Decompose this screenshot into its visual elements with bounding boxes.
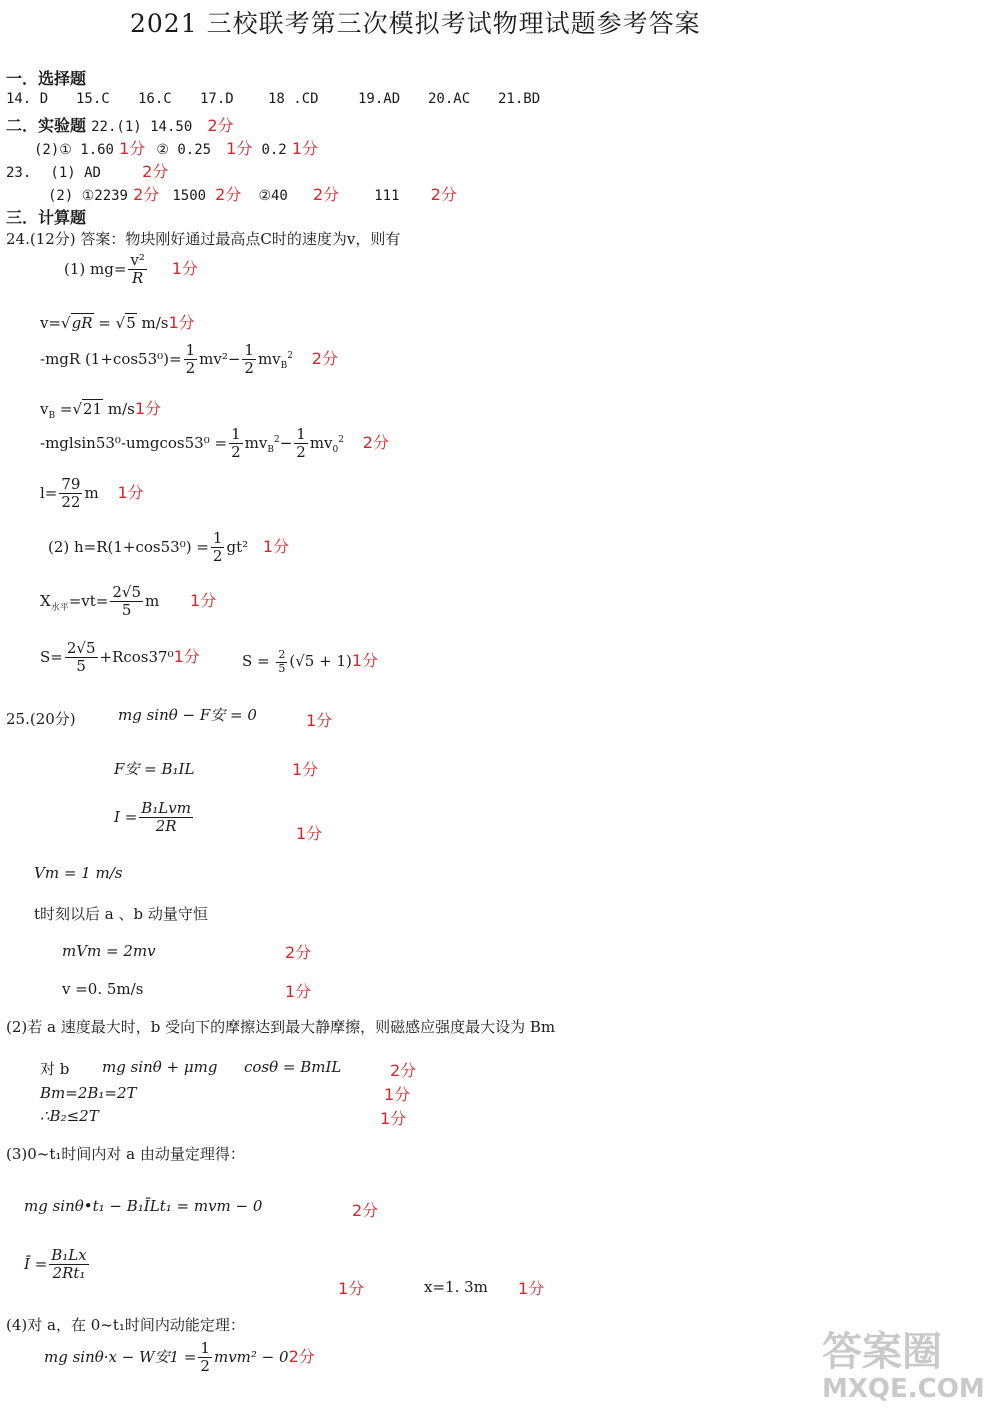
unit-text: m	[145, 591, 160, 610]
fraction-denominator: 5	[76, 657, 86, 676]
score-label: 1分	[285, 982, 312, 1001]
fraction-two-fifths: $\frac{2}{5}$	[278, 647, 286, 675]
score-label: 1分	[292, 760, 319, 779]
q22-answer-2a: (2)① 1.60	[34, 142, 114, 158]
eq-text: S =	[242, 652, 275, 670]
q22-row2	[34, 136, 318, 159]
q25-eq13	[44, 1340, 315, 1376]
score-label: 1分	[380, 1109, 407, 1128]
q22-answer-2c: 0.2	[261, 142, 287, 158]
q23-row2	[48, 182, 457, 205]
choice-answer: 17.D	[200, 91, 234, 107]
fraction-half: $\frac{1}{2}$	[185, 341, 196, 378]
score-label: 1分	[190, 590, 217, 610]
score-label: 1分	[168, 313, 195, 332]
q24-eq6	[40, 476, 144, 512]
eq-text: +Rcos37⁰	[99, 647, 174, 666]
q23-answer-2a: (2) ①2239	[48, 188, 128, 204]
fraction-numerator: 2√5	[66, 639, 96, 657]
choice-answer: 19.AD	[358, 91, 401, 107]
q24-eq1	[64, 252, 198, 288]
score-label: 1分	[226, 139, 253, 158]
fraction-denominator: 22	[61, 493, 81, 512]
q25-eq1: mg sinθ − F安 = 0	[118, 706, 257, 724]
section-choice-heading: 一．选择题	[6, 69, 87, 88]
q25-eq11: mg sinθ•t₁ − B₁ĪLt₁ = mvm − 0	[24, 1197, 263, 1215]
q23-answer-2d: 111	[374, 188, 400, 204]
q25-eq10: ∴B₂≤2T	[40, 1107, 99, 1125]
fraction-half: $\frac{1}{2}$	[244, 341, 254, 378]
eq-text: mvm² − 0	[213, 1347, 289, 1366]
fraction-numerator: 2√5	[112, 583, 141, 601]
eq-text: gt²	[226, 537, 249, 556]
eq-text: (2) h=R(1+cos53⁰) =	[48, 537, 209, 556]
score-label: 1分	[296, 824, 323, 843]
unit-text: m/s	[107, 400, 135, 418]
score-label: 2分	[285, 943, 312, 962]
score-label: 2分	[288, 1346, 315, 1366]
q25-number: 25.(20分)	[6, 710, 76, 728]
fraction-numerator: B₁Lvm	[141, 799, 191, 817]
q25-eq8c: cosθ = BmIL	[244, 1058, 342, 1076]
score-label: 1分	[173, 646, 200, 666]
score-label: 1分	[338, 1279, 365, 1298]
score-label: 1分	[262, 536, 290, 556]
fraction-half: $\frac{1}{2}$	[212, 529, 223, 566]
fraction-numerator: v²	[130, 251, 145, 269]
fraction	[139, 800, 193, 836]
q25-part4: (4)对 a，在 0~t₁时间内动能定理：	[6, 1316, 245, 1334]
q23-answer-2c: ②40	[258, 188, 288, 204]
score-label: 1分	[171, 258, 198, 278]
eq-text: v	[40, 400, 49, 418]
sqrt-radicand: 5	[126, 314, 136, 332]
score-label: 2分	[362, 432, 389, 452]
q22-row1	[6, 113, 234, 136]
q24-eq3: -mgR (1+cos53⁰)= $\frac{1}{2}$ mv²− $\frac{1}{2}$ $mv_B^2$ 2分	[40, 341, 338, 378]
q25-eq4: Vm = 1 m/s	[34, 864, 123, 882]
score-label: 2分	[133, 185, 160, 204]
q22-answer-1: 22.(1) 14.50	[91, 119, 193, 135]
q24-eq7	[48, 530, 289, 566]
score-label: 1分	[119, 139, 146, 158]
q23-answer-2b: 1500	[172, 188, 207, 204]
score-label: 1分	[518, 1279, 545, 1298]
score-label: 1分	[384, 1085, 411, 1104]
q24-eq4: $v_B =√21$ m/s1分	[40, 399, 162, 421]
choice-answer: 18 .CD	[268, 91, 319, 107]
q25-eq12	[24, 1247, 91, 1283]
q25-text-momentum: t时刻以后 a 、b 动量守恒	[34, 905, 208, 923]
unit-text: m/s	[141, 314, 169, 332]
score-label: 2分	[312, 185, 340, 204]
q25-eq3	[114, 800, 195, 836]
score-label: 2分	[430, 185, 457, 204]
sqrt-radicand: 21	[83, 400, 103, 418]
q25-eq8b: mg sinθ + μmg	[102, 1058, 218, 1076]
fraction-numerator: 79	[61, 475, 81, 493]
q24-eq9	[40, 640, 200, 676]
choice-answer: 15.C	[76, 91, 110, 107]
q25-eq7: v =0. 5m/s	[62, 980, 144, 998]
eq-text: -mglsin53⁰-umgcos53⁰ =	[40, 433, 228, 452]
eq-text: l=	[40, 483, 58, 502]
score-label: 1分	[291, 139, 319, 158]
score-label: 1分	[306, 711, 333, 730]
choice-answer: 21.BD	[498, 91, 541, 107]
unit-text: m	[84, 483, 99, 502]
eq-text: mv	[244, 433, 268, 452]
fraction-half: $\frac{1}{2}$	[231, 425, 241, 462]
eq-text: X	[40, 591, 51, 610]
eq-text: mg sinθ·x − W安1 =	[44, 1347, 197, 1366]
choice-answer: 20.AC	[428, 91, 471, 107]
q25-part3: (3)0~t₁时间内对 a 由动量定理得：	[6, 1145, 245, 1163]
eq-text: v=	[40, 314, 62, 332]
eq-text: I =	[114, 807, 138, 826]
fraction-denominator: 2Rt₁	[52, 1264, 86, 1283]
q25-part2: (2)若 a 速度最大时，b 受向下的摩擦达到最大静摩擦，则磁感应强度最大设为 Bm	[6, 1018, 556, 1036]
score-label: 2分	[311, 348, 338, 368]
q23-row1	[6, 159, 168, 182]
fraction-half: $\frac{1}{2}$	[296, 425, 306, 462]
q23-number: 23.	[6, 165, 32, 181]
q24-eq9b	[242, 648, 378, 675]
eq-text: -mgR (1+cos53⁰)=	[40, 349, 182, 368]
eq-text: mv²−	[199, 349, 241, 368]
fraction	[110, 584, 143, 620]
fraction	[49, 1247, 88, 1283]
fraction-denominator: R	[132, 269, 144, 288]
q24-intro: 24.(12分) 答案：物块刚好通过最高点C时的速度为v，则有	[6, 230, 401, 248]
section-experiment-heading: 二．实验题	[6, 116, 87, 135]
choice-answer: 16.C	[138, 91, 172, 107]
sqrt-radicand: gR	[71, 314, 93, 332]
subscript: 水平	[50, 602, 69, 613]
score-label: 2分	[390, 1061, 417, 1080]
page-title: 2021 三校联考第三次模拟考试物理试题参考答案	[130, 9, 701, 38]
q23-answer-1: (1) AD	[50, 165, 101, 181]
eq-text: =vt=	[68, 591, 109, 610]
eq-text: S=	[40, 647, 63, 666]
q25-eq8a: 对 b	[40, 1060, 70, 1078]
q24-eq8	[40, 584, 216, 620]
q25-eq9: Bm=2B₁=2T	[40, 1084, 137, 1102]
score-label: 2分	[207, 116, 234, 135]
q22-answer-2b: ② 0.25	[156, 142, 212, 158]
section-calc-heading: 三．计算题	[6, 208, 87, 227]
fraction-half: $\frac{1}{2}$	[200, 1339, 210, 1376]
fraction-denominator: 2R	[155, 817, 177, 836]
q25-x-value: x=1. 3m	[424, 1278, 488, 1296]
score-label: 2分	[215, 185, 242, 204]
eq-text: Ī =	[24, 1254, 48, 1273]
watermark-url: MXQE.COM	[822, 1374, 985, 1404]
q25-eq2: F安 = B₁IL	[114, 760, 195, 778]
score-label: 1分	[351, 651, 379, 670]
score-label: 1分	[117, 482, 144, 502]
eq-text: (1) mg=	[64, 259, 127, 278]
eq-text: (√5 + 1)	[289, 652, 352, 670]
q24-eq2: v=√gR = √5 m/s1分	[40, 313, 195, 332]
fraction	[59, 476, 82, 512]
score-label: 2分	[352, 1201, 379, 1220]
score-label: 2分	[142, 162, 169, 181]
fraction	[65, 640, 98, 676]
q24-eq5: -mglsin53⁰-umgcos53⁰ = $\frac{1}{2}$ $mv_B^2-$ $\frac{1}{2}$ $mv_0^2$ 2分	[40, 425, 389, 462]
fraction-denominator: 5	[121, 601, 132, 620]
fraction-numerator: B₁Lx	[51, 1246, 87, 1264]
fraction	[128, 252, 147, 288]
q25-eq6: mVm = 2mv	[62, 942, 156, 960]
watermark-logo: 答案圈	[822, 1329, 942, 1375]
choice-answer: 14. D	[6, 91, 49, 107]
eq-text: mv	[257, 349, 281, 368]
score-label: 1分	[134, 399, 162, 418]
